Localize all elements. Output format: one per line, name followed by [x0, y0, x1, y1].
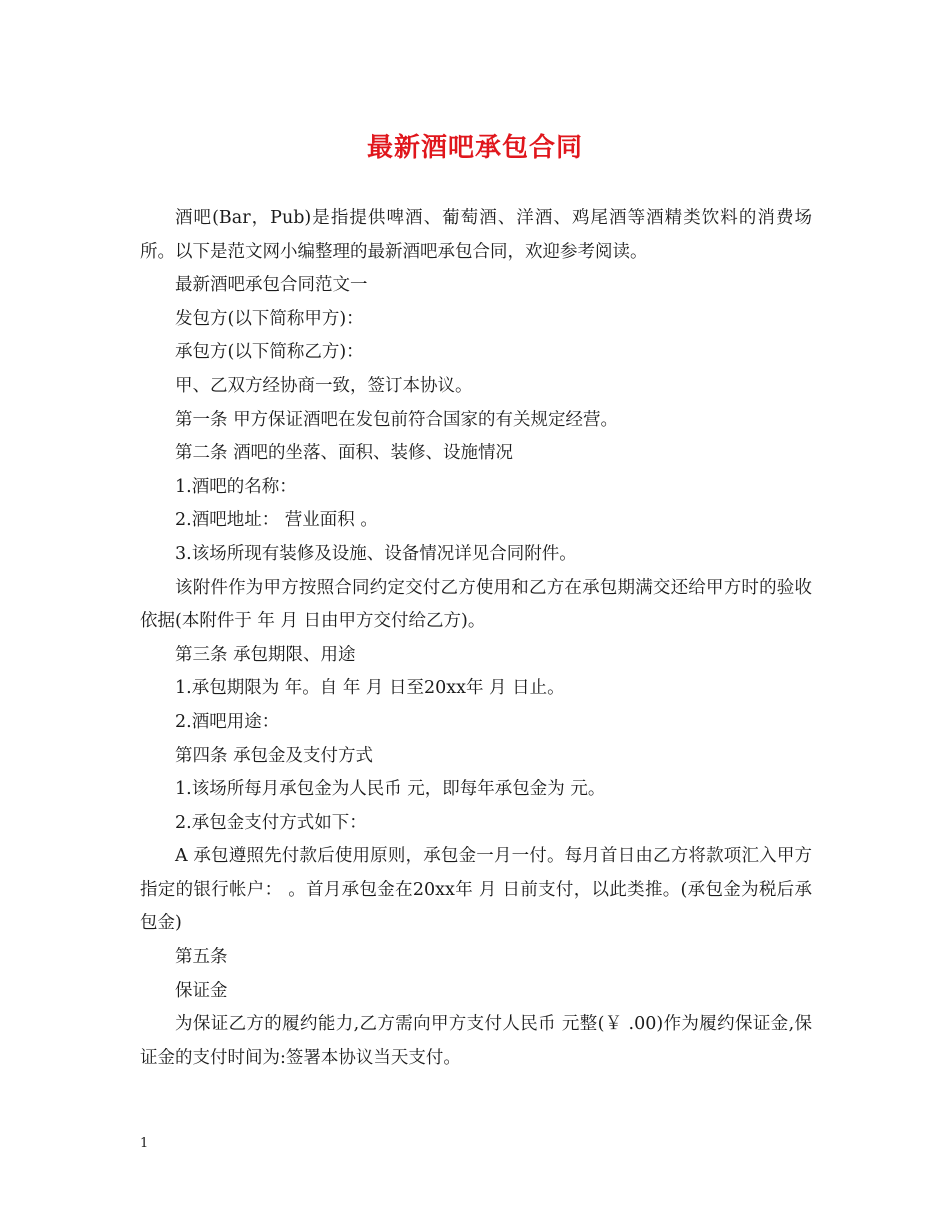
paragraph: 1.酒吧的名称：	[175, 476, 297, 497]
paragraph: 承包方(以下简称乙方)：	[175, 342, 364, 363]
paragraph: 甲、乙双方经协商一致，签订本协议。	[175, 375, 473, 396]
paragraph: 第五条	[175, 947, 228, 968]
paragraph: 2.承包金支付方式如下：	[175, 812, 367, 833]
paragraph: 该附件作为甲方按照合同约定交付乙方使用和乙方在承包期满交还给甲方时的验收依据(本附件于 年 月 日由甲方交付给乙方)。	[140, 577, 812, 632]
paragraph: 2.酒吧地址： 营业面积 。	[175, 510, 378, 531]
paragraph: 第一条 甲方保证酒吧在发包前符合国家的有关规定经营。	[175, 409, 619, 430]
document-title: 最新酒吧承包合同	[366, 133, 583, 163]
paragraph: 1.承包期限为 年。自 年 月 日至20xx年 月 日止。	[175, 678, 565, 699]
document-body	[140, 202, 812, 1075]
paragraph: A 承包遵照先付款后使用原则，承包金一月一付。每月首日由乙方将款项汇入甲方指定的银行帐户： 。首月承包金在20xx年 月 日前支付，以此类推。(承包金为税后承包金)	[140, 846, 812, 934]
paragraph: 最新酒吧承包合同范文一	[175, 275, 368, 296]
paragraph: 为保证乙方的履约能力,乙方需向甲方支付人民币 元整(￥ .00)作为履约保证金,保证金的支付时间为:签署本协议当天支付。	[140, 1014, 812, 1068]
paragraph: 3.该场所现有装修及设施、设备情况详见合同附件。	[175, 543, 577, 564]
paragraph: 第四条 承包金及支付方式	[175, 745, 374, 766]
paragraph: 保证金	[175, 980, 228, 1001]
paragraph: 发包方(以下简称甲方)：	[175, 308, 364, 329]
paragraph: 1.该场所每月承包金为人民币 元，即每年承包金为 元。	[175, 779, 606, 800]
paragraph: 酒吧(Bar，Pub)是指提供啤酒、葡萄酒、洋酒、鸡尾酒等酒精类饮料的消费场所。以下是范文网小编整理的最新酒吧承包合同，欢迎参考阅读。	[140, 208, 812, 262]
paragraph: 第二条 酒吧的坐落、面积、装修、设施情况	[175, 443, 514, 464]
page-number: 1	[140, 1136, 149, 1151]
paragraph: 2.酒吧用途：	[175, 711, 280, 732]
paragraph: 第三条 承包期限、用途	[175, 644, 356, 665]
